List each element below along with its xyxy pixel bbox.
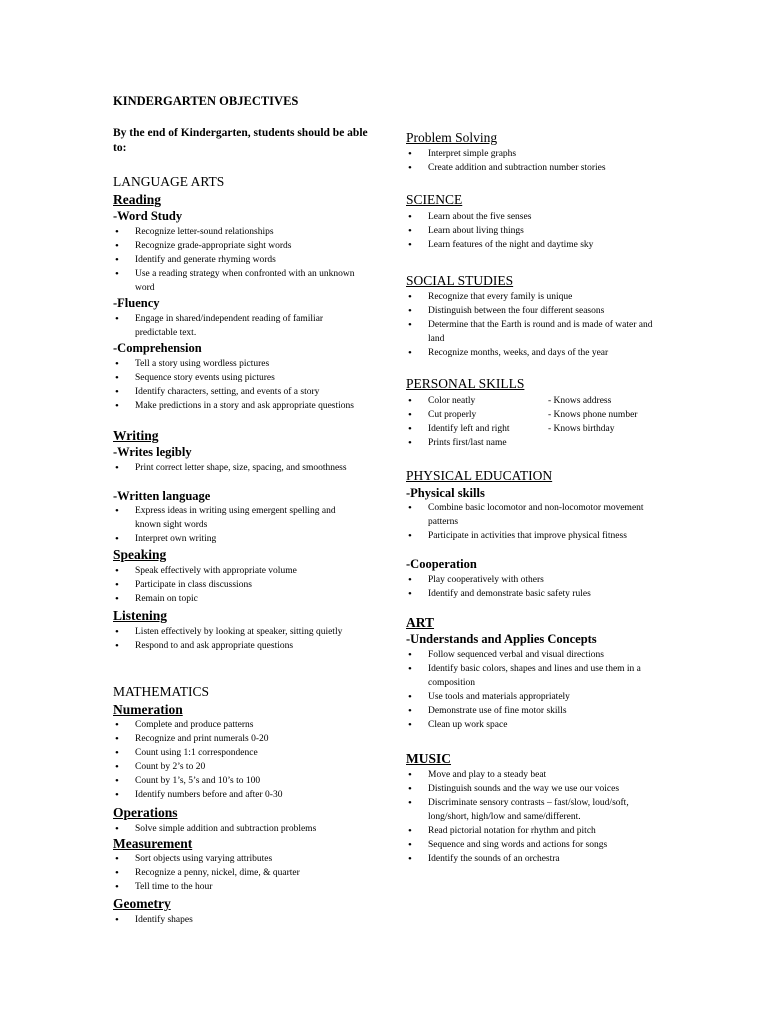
list-listening (113, 625, 363, 653)
list-comprehension (113, 357, 363, 413)
list-numeration (113, 718, 363, 802)
list-item: • Read pictorial notation for rhythm and pitch (406, 824, 636, 838)
list-fluency (113, 312, 363, 340)
list-item: • Identify and generate rhyming words (113, 253, 363, 267)
list-item: • Identify shapes (113, 913, 363, 927)
heading-speaking: Speaking (113, 547, 167, 562)
list-item: • Combine basic locomotor and non-locomotor movement patterns (406, 501, 651, 529)
heading-problem-solving: Problem Solving (406, 130, 498, 145)
list-item: • Identify and demonstrate basic safety rules (406, 587, 656, 601)
list-item: • Use tools and materials appropriately (406, 690, 656, 704)
heading-listening: Listening (113, 608, 168, 623)
heading-measurement: Measurement (113, 836, 193, 851)
document-title: KINDERGARTEN OBJECTIVES (113, 94, 299, 108)
list-cooperation (406, 573, 656, 601)
personal-skill-row: • Cut properly - Knows phone number (406, 408, 676, 422)
heading-personal-skills: PERSONAL SKILLS (406, 376, 525, 391)
list-item: • Distinguish between the four different seasons (406, 304, 656, 318)
heading-cooperation: -Cooperation (406, 557, 477, 571)
list-item: • Make predictions in a story and ask appropriate questions (113, 399, 363, 413)
list-item: • Learn about the five senses (406, 210, 666, 224)
list-item: • Determine that the Earth is round and is made of water and land (406, 318, 656, 346)
list-item: • Learn about living things (406, 224, 666, 238)
heading-physical-skills: -Physical skills (406, 486, 485, 500)
heading-written-language: -Written language (113, 489, 211, 503)
heading-science: SCIENCE (406, 192, 463, 207)
personal-skill-row: • Prints first/last name (406, 436, 676, 450)
list-operations (113, 822, 373, 836)
list-item: • Recognize that every family is unique (406, 290, 656, 304)
list-item: • Recognize letter-sound relationships (113, 225, 363, 239)
list-item: • Recognize a penny, nickel, dime, & quarter (113, 866, 363, 880)
heading-art: ART (406, 615, 435, 630)
list-speaking (113, 564, 363, 606)
list-item: • Respond to and ask appropriate questions (113, 639, 363, 653)
list-item: • Express ideas in writing using emergent spelling and known sight words (113, 504, 363, 532)
heading-writes-legibly: -Writes legibly (113, 445, 192, 459)
heading-numeration: Numeration (113, 702, 183, 717)
list-item: • Interpret own writing (113, 532, 363, 546)
list-item: • Recognize months, weeks, and days of the year (406, 346, 656, 360)
list-social-studies (406, 290, 656, 360)
list-art (406, 648, 656, 732)
list-item: • Engage in shared/independent reading of familiar predictable text. (113, 312, 363, 340)
heading-fluency: -Fluency (113, 296, 160, 310)
list-physical-skills (406, 501, 651, 543)
list-item: • Identify numbers before and after 0-30 (113, 788, 363, 802)
heading-music: MUSIC (406, 751, 452, 766)
list-item: • Complete and produce patterns (113, 718, 363, 732)
list-item: • Identify the sounds of an orchestra (406, 852, 636, 866)
list-item: • Recognize and print numerals 0-20 (113, 732, 363, 746)
heading-writing: Writing (113, 428, 159, 443)
list-item: • Participate in activities that improve physical fitness (406, 529, 651, 543)
list-item: • Tell time to the hour (113, 880, 363, 894)
heading-geometry: Geometry (113, 896, 171, 911)
personal-skill-row: • Color neatly - Knows address (406, 394, 676, 408)
personal-skills-list (406, 394, 676, 450)
list-science (406, 210, 666, 252)
list-item: • Clean up work space (406, 718, 656, 732)
heading-operations: Operations (113, 805, 178, 820)
list-item: • Count by 2’s to 20 (113, 760, 363, 774)
list-measurement (113, 852, 363, 894)
list-item: • Solve simple addition and subtraction problems (113, 822, 373, 836)
heading-physical-education: PHYSICAL EDUCATION (406, 468, 553, 483)
list-item: • Print correct letter shape, size, spacing, and smoothness (113, 461, 348, 475)
list-item: • Play cooperatively with others (406, 573, 656, 587)
heading-reading: Reading (113, 192, 162, 207)
list-item: • Learn features of the night and daytime sky (406, 238, 666, 252)
list-written-language (113, 504, 363, 546)
heading-language-arts: LANGUAGE ARTS (113, 174, 225, 189)
list-item: • Count by 1’s, 5’s and 10’s to 100 (113, 774, 363, 788)
list-item: • Use a reading strategy when confronted with an unknown word (113, 267, 363, 295)
heading-art-concepts: -Understands and Applies Concepts (406, 632, 597, 646)
list-word-study (113, 225, 363, 295)
list-item: • Count using 1:1 correspondence (113, 746, 363, 760)
heading-social-studies: SOCIAL STUDIES (406, 273, 514, 288)
list-item: • Demonstrate use of fine motor skills (406, 704, 656, 718)
list-writes-legibly (113, 461, 348, 475)
list-item: • Sequence and sing words and actions for songs (406, 838, 636, 852)
list-item: • Listen effectively by looking at speaker, sitting quietly (113, 625, 363, 639)
list-item: • Create addition and subtraction number stories (406, 161, 666, 175)
list-problem-solving (406, 147, 666, 175)
list-geometry (113, 913, 363, 927)
list-item: • Participate in class discussions (113, 578, 363, 592)
list-item: • Move and play to a steady beat (406, 768, 636, 782)
list-item: • Interpret simple graphs (406, 147, 666, 161)
list-item: • Tell a story using wordless pictures (113, 357, 363, 371)
list-item: • Sequence story events using pictures (113, 371, 363, 385)
list-item: • Sort objects using varying attributes (113, 852, 363, 866)
heading-mathematics: MATHEMATICS (113, 684, 210, 699)
list-item: • Distinguish sounds and the way we use our voices (406, 782, 636, 796)
list-item: • Recognize grade-appropriate sight words (113, 239, 363, 253)
list-item: • Follow sequenced verbal and visual directions (406, 648, 656, 662)
heading-comprehension: -Comprehension (113, 341, 202, 355)
heading-word-study: -Word Study (113, 209, 183, 223)
list-item: • Remain on topic (113, 592, 363, 606)
personal-skill-row: • Identify left and right - Knows birthday (406, 422, 676, 436)
list-item: • Discriminate sensory contrasts – fast/slow, loud/soft, long/short, high/low and same/different. (406, 796, 636, 824)
list-music (406, 768, 636, 866)
list-item: • Identify characters, setting, and events of a story (113, 385, 363, 399)
intro-text: By the end of Kindergarten, students should be able to: (113, 127, 368, 154)
list-item: • Identify basic colors, shapes and lines and use them in a composition (406, 662, 656, 690)
list-item: • Speak effectively with appropriate volume (113, 564, 363, 578)
